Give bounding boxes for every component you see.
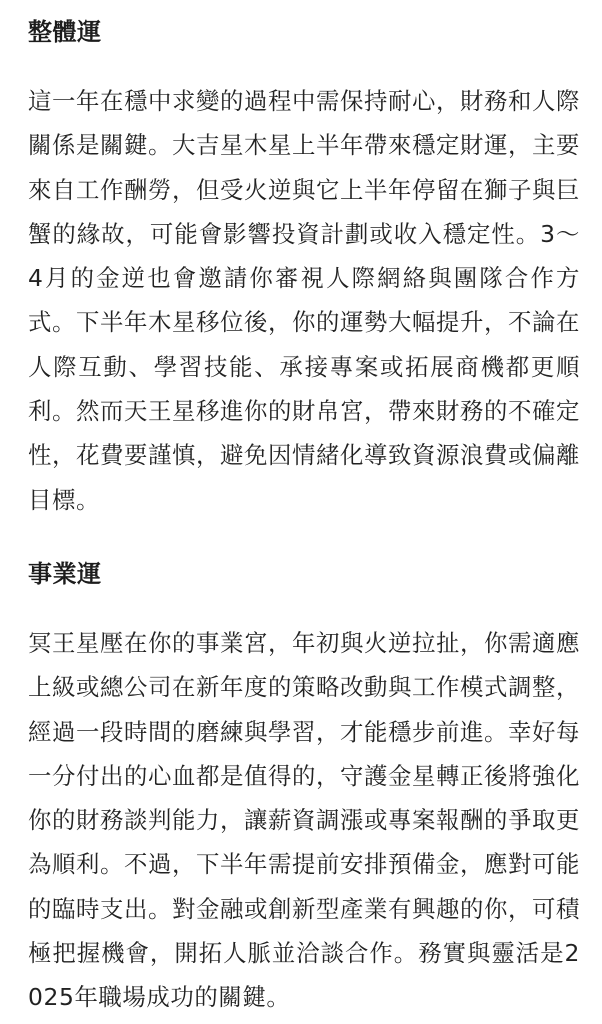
section-body-overall-fortune: 這一年在穩中求變的過程中需保持耐心，財務和人際關係是關鍵。大吉星木星上半年帶來穩定財運，主要來自工作酬勞，但受火逆與它上半年停留在獅子與巨蟹的緣故，可能會影響投資計劃或收入穩定性。3～4月的金逆也會邀請你審視人際網絡與團隊合作方式。下半年木星移位後，你的運勢大幅提升，不論在人際互動、學習技能、承接專案或拓展商機都更順利。然而天王星移進你的財帛宮，帶來財務的不確定性，花費要謹慎，避免因情緒化導致資源浪費或偏離目標。: [28, 87, 580, 514]
section-title-career-fortune: 事業運: [28, 560, 102, 588]
section-title-overall-fortune: 整體運: [28, 18, 102, 46]
section-body-career-fortune: 冥王星壓在你的事業宮，年初與火逆拉扯，你需適應上級或總公司在新年度的策略改動與工作模式調整，經過一段時間的磨練與學習，才能穩步前進。幸好每一分付出的心血都是值得的，守護金星轉正後將強化你的財務談判能力，讓薪資調漲或專案報酬的爭取更為順利。不過，下半年需提前安排預備金，應對可能的臨時支出。對金融或創新型產業有興趣的你，可積極把握機會，開拓人脈並洽談合作。務實與靈活是2025年職場成功的關鍵。: [28, 629, 580, 1012]
